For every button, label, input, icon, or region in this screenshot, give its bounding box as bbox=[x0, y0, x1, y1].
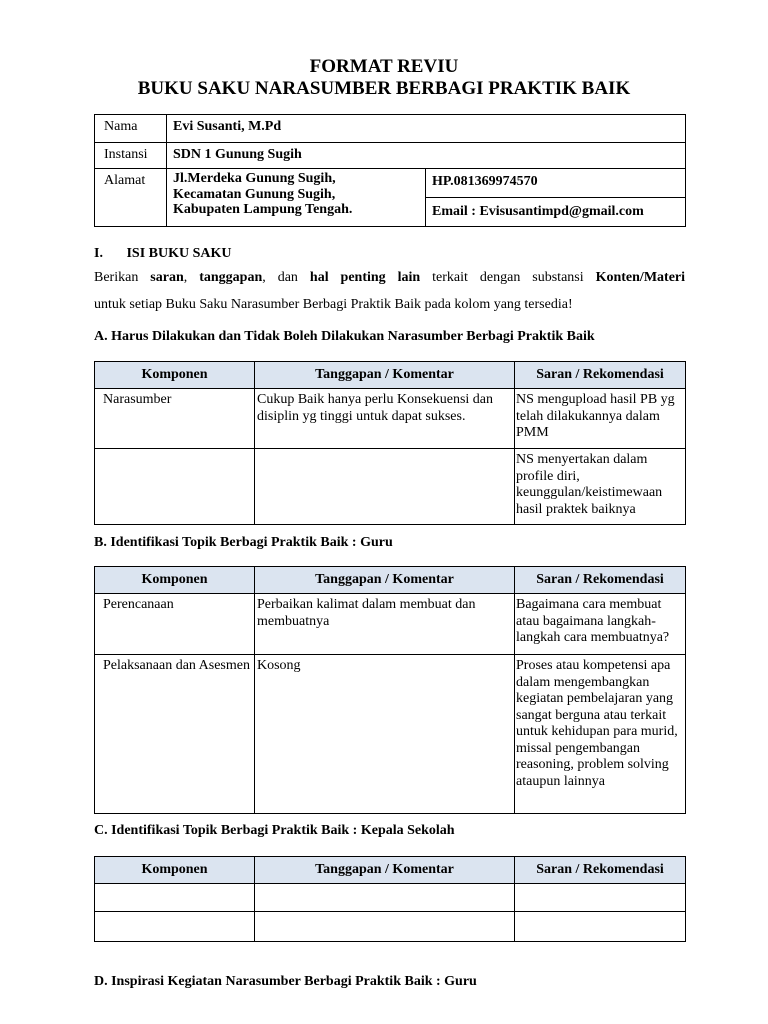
table-row bbox=[95, 912, 686, 942]
komponen-cell: Perencanaan bbox=[95, 594, 255, 655]
column-header-komponen: Komponen bbox=[95, 567, 255, 594]
komponen-cell: Narasumber bbox=[95, 389, 255, 449]
section-b-table bbox=[94, 566, 686, 814]
intro-text: Berikan bbox=[94, 270, 151, 285]
saran-cell: NS menyertakan dalam profile diri, keunggulan/keistimewaan hasil praktek baiknya bbox=[515, 449, 686, 525]
section-number: I. bbox=[94, 246, 103, 261]
intro-bold: hal penting lain bbox=[309, 270, 421, 285]
document-subtitle: BUKU SAKU NARASUMBER BERBAGI PRAKTIK BAIK bbox=[137, 78, 631, 99]
nama-value: Evi Susanti, M.Pd bbox=[167, 115, 686, 143]
intro-text: , dan bbox=[262, 270, 310, 285]
table-row bbox=[95, 655, 686, 814]
section-a-heading: A. Harus Dilakukan dan Tidak Boleh Dilakukan Narasumber Berbagi Praktik Baik bbox=[94, 329, 595, 344]
komponen-cell bbox=[95, 912, 255, 942]
intro-bold: saran bbox=[150, 270, 184, 285]
intro-paragraph-line1 bbox=[94, 270, 685, 286]
document-title: FORMAT REVIU bbox=[309, 56, 459, 77]
table-row bbox=[95, 449, 686, 525]
alamat-label: Alamat bbox=[95, 169, 167, 227]
nama-label: Nama bbox=[95, 115, 167, 143]
tanggapan-cell bbox=[255, 884, 515, 912]
column-header-tanggapan: Tanggapan / Komentar bbox=[255, 567, 515, 594]
email-value: Email : Evisusantimpd@gmail.com bbox=[426, 198, 686, 227]
tanggapan-cell: Cukup Baik hanya perlu Konsekuensi dan disiplin yg tinggi untuk dapat sukses. bbox=[255, 389, 515, 449]
tanggapan-cell bbox=[255, 912, 515, 942]
intro-bold: Konten/Materi bbox=[595, 270, 686, 285]
column-header-komponen: Komponen bbox=[95, 857, 255, 884]
section-title: ISI BUKU SAKU bbox=[126, 246, 232, 261]
alamat-value bbox=[167, 169, 426, 227]
column-header-tanggapan: Tanggapan / Komentar bbox=[255, 857, 515, 884]
alamat-line: Kabupaten Lampung Tengah. bbox=[173, 202, 353, 217]
komponen-cell bbox=[95, 449, 255, 525]
table-row bbox=[95, 389, 686, 449]
alamat-line: Jl.Merdeka Gunung Sugih, bbox=[173, 171, 336, 186]
komponen-cell: Pelaksanaan dan Asesmen bbox=[95, 655, 255, 814]
intro-text: terkait dengan substansi bbox=[420, 270, 596, 285]
table-row bbox=[95, 884, 686, 912]
section-a-table bbox=[94, 361, 686, 525]
komponen-cell bbox=[95, 884, 255, 912]
tanggapan-cell: Perbaikan kalimat dalam membuat dan membuatnya bbox=[255, 594, 515, 655]
tanggapan-cell bbox=[255, 449, 515, 525]
column-header-saran: Saran / Rekomendasi bbox=[515, 567, 686, 594]
saran-cell: Proses atau kompetensi apa dalam mengembangkan kegiatan pembelajaran yang sangat berguna atau terkait untuk kehidupan para murid, missal pengembangan reasoning, problem solving ataupun lainnya bbox=[515, 655, 686, 814]
saran-cell: NS mengupload hasil PB yg telah dilakukannya dalam PMM bbox=[515, 389, 686, 449]
column-header-tanggapan: Tanggapan / Komentar bbox=[255, 362, 515, 389]
section-b-heading: B. Identifikasi Topik Berbagi Praktik Baik : Guru bbox=[94, 535, 393, 550]
column-header-saran: Saran / Rekomendasi bbox=[515, 362, 686, 389]
saran-cell bbox=[515, 884, 686, 912]
intro-bold: tanggapan bbox=[199, 270, 263, 285]
intro-text: , bbox=[183, 270, 200, 285]
instansi-value: SDN 1 Gunung Sugih bbox=[167, 143, 686, 169]
section-c-heading: C. Identifikasi Topik Berbagi Praktik Baik : Kepala Sekolah bbox=[94, 823, 455, 838]
table-row bbox=[95, 594, 686, 655]
section-c-table bbox=[94, 856, 686, 942]
column-header-komponen: Komponen bbox=[95, 362, 255, 389]
saran-cell bbox=[515, 912, 686, 942]
alamat-line: Kecamatan Gunung Sugih, bbox=[173, 186, 336, 202]
intro-paragraph-line2: untuk setiap Buku Saku Narasumber Berbagi Praktik Baik pada kolom yang tersedia! bbox=[94, 297, 573, 312]
section-d-heading: D. Inspirasi Kegiatan Narasumber Berbagi Praktik Baik : Guru bbox=[94, 974, 477, 989]
hp-value: HP.081369974570 bbox=[426, 169, 686, 198]
tanggapan-cell: Kosong bbox=[255, 655, 515, 814]
column-header-saran: Saran / Rekomendasi bbox=[515, 857, 686, 884]
saran-cell: Bagaimana cara membuat atau bagaimana langkah-langkah cara membuatnya? bbox=[515, 594, 686, 655]
reviewer-info-table bbox=[94, 114, 686, 227]
section-i-heading bbox=[94, 246, 231, 262]
instansi-label: Instansi bbox=[95, 143, 167, 169]
